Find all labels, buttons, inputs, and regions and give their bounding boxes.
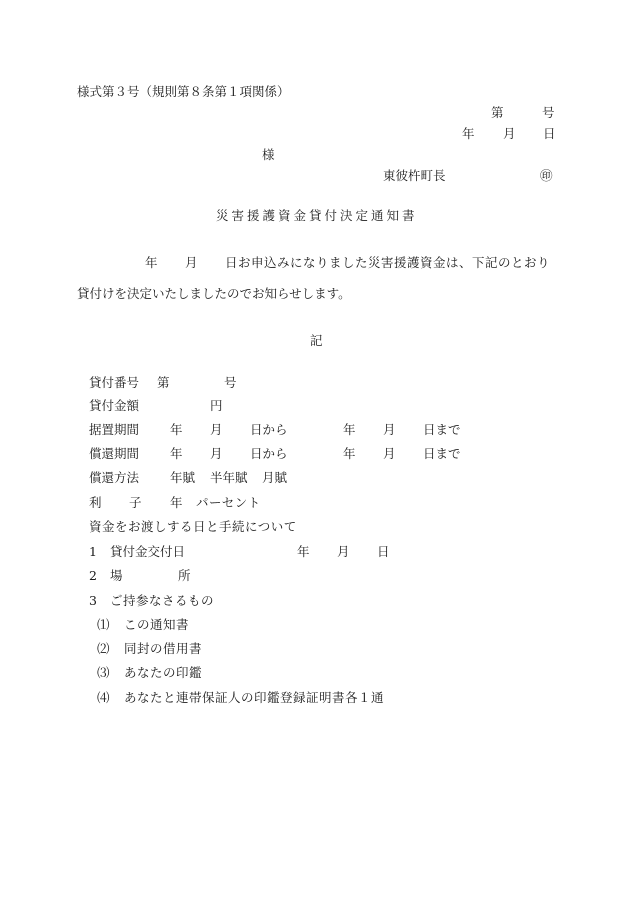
body-line1: 日お申込みになりました災害援護資金は、下記のとおり [225, 255, 551, 270]
delivery-date-year: 年 [297, 544, 310, 559]
loan-number-dai: 第 [157, 375, 170, 390]
loan-amount-label: 貸付金額 [89, 398, 140, 413]
repayment-period-month2: 月 [383, 446, 396, 461]
repayment-period-day-from: 日から [250, 446, 288, 461]
date-month: 月 [503, 126, 516, 141]
issuer-name: 東彼杵町長 [383, 168, 446, 183]
deferment-day-until: 日まで [423, 422, 461, 437]
items-to-bring-label: ご持参なさるもの [110, 593, 215, 608]
ki-heading: 記 [310, 333, 323, 348]
repayment-period-label: 償還期間 [89, 446, 140, 461]
deferment-year: 年 [170, 422, 183, 437]
loan-amount-yen: 円 [210, 398, 223, 413]
date-year: 年 [462, 126, 475, 141]
repayment-period-year: 年 [170, 446, 183, 461]
sub-num-3: ⑶ [97, 665, 110, 680]
body-line2: 貸付けを決定いたしましたのでお知らせします。 [77, 286, 351, 301]
sub-item-1: この通知書 [124, 617, 190, 632]
body-year: 年 [145, 255, 158, 270]
seal-icon: ㊞ [540, 168, 553, 183]
interest-label-b: 子 [129, 495, 142, 510]
repayment-period-month: 月 [210, 446, 223, 461]
interest-year: 年 [170, 495, 183, 510]
date-day: 日 [543, 126, 556, 141]
deferment-label: 据置期間 [89, 422, 140, 437]
ref-dai: 第 [491, 105, 504, 120]
procedure-heading: 資金をお渡しする日と手続について [89, 519, 297, 534]
deferment-day-from: 日から [250, 422, 288, 437]
delivery-date-month: 月 [337, 544, 350, 559]
repayment-method-label: 償還方法 [89, 470, 140, 485]
body-month: 月 [185, 255, 198, 270]
addressee-suffix: 様 [262, 147, 275, 162]
delivery-date-label: 貸付金交付日 [110, 544, 186, 559]
repayment-method-annual: 年賦 [170, 470, 196, 485]
repayment-period-year2: 年 [343, 446, 356, 461]
repayment-method-monthly: 月賦 [262, 470, 288, 485]
deferment-year2: 年 [343, 422, 356, 437]
document-title: 災害援護資金貸付決定通知書 [216, 208, 418, 223]
place-label-a: 場 [110, 568, 123, 583]
sub-num-4: ⑷ [97, 690, 110, 705]
sub-num-2: ⑵ [97, 641, 110, 656]
form-label: 様式第３号（規則第８条第１項関係） [77, 84, 290, 99]
sub-num-1: ⑴ [97, 617, 110, 632]
interest-percent: パーセント [196, 495, 261, 510]
sub-item-4: あなたと連帯保証人の印鑑登録証明書各１通 [124, 690, 385, 705]
place-label-b: 所 [178, 568, 191, 583]
procedure-num-3: 3 [89, 593, 97, 608]
repayment-method-semiannual: 半年賦 [210, 470, 248, 485]
procedure-num-2: 2 [89, 568, 97, 583]
deferment-month2: 月 [383, 422, 396, 437]
loan-number-label: 貸付番号 [89, 375, 140, 390]
delivery-date-day: 日 [377, 544, 390, 559]
loan-number-go: 号 [224, 375, 237, 390]
deferment-month: 月 [210, 422, 223, 437]
repayment-period-day-until: 日まで [423, 446, 461, 461]
procedure-num-1: 1 [89, 544, 97, 559]
sub-item-2: 同封の借用書 [124, 641, 203, 656]
sub-item-3: あなたの印鑑 [124, 665, 203, 680]
ref-go: 号 [542, 105, 555, 120]
interest-label-a: 利 [89, 495, 102, 510]
